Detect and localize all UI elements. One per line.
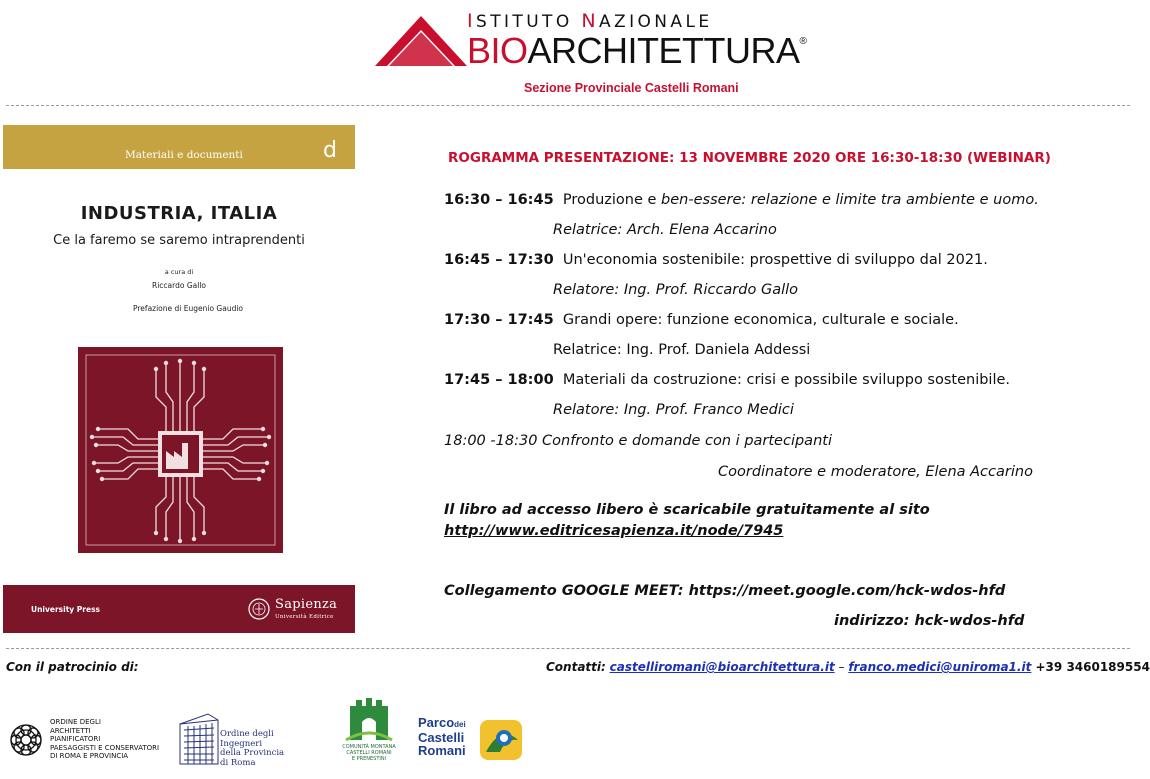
logo-parco-castelli-romani [418, 714, 528, 764]
program-item [444, 372, 1010, 388]
program-time: 17:30 – 17:45 [444, 312, 554, 328]
email-link-medici[interactable]: franco.medici@uniroma1.it [848, 660, 1032, 674]
program-title: Grandi opere: funzione economica, culturale e sociale. [562, 312, 959, 328]
bioarchitettura-logo [375, 10, 807, 72]
cover-series-band [3, 125, 355, 169]
cover-publisher-name: Sapienza [275, 597, 338, 612]
comunita-castle-icon [344, 692, 394, 744]
program-time: 16:45 – 17:30 [444, 252, 554, 268]
program-speaker: Relatore: Ing. Prof. Franco Medici [553, 402, 794, 418]
program-time: 16:30 – 16:45 [444, 192, 554, 208]
book-url-link[interactable]: http://www.editricesapienza.it/node/7945 [444, 523, 784, 539]
cover-publisher-band [3, 585, 355, 633]
program-title-italic: ben-essere: relazione e limite tra ambiente e uomo. [656, 192, 1039, 208]
roof-icon [375, 12, 467, 68]
circuit-factory-icon [78, 347, 283, 553]
book-cover [3, 125, 355, 633]
program-speaker: Relatrice: Ing. Prof. Daniela Addessi [553, 342, 811, 358]
program-item [444, 312, 959, 328]
comunita-text: COMUNITÀ MONTANA CASTELLI ROMANI E PRENESTINI [342, 744, 396, 762]
logo-comunita-montana [336, 692, 402, 770]
cover-editor: Riccardo Gallo [152, 281, 206, 290]
patronage-label: Con il patrocinio di: [6, 660, 139, 674]
architetti-text: ORDINE DEGLI ARCHITETTI PIANIFICATORI PAESAGGISTI E CONSERVATORI DI ROMA E PROVINCIA [50, 718, 160, 760]
divider-bottom [6, 648, 1130, 649]
cover-preface: Prefazione di Eugenio Gaudio [133, 304, 244, 313]
cover-publisher-sub: Università Editrice [275, 614, 334, 620]
contacts-separator: – [834, 660, 849, 674]
program-coordinator: Coordinatore e moderatore, Elena Accarino [718, 464, 1033, 480]
contacts-phone: +39 3460189554 [1031, 660, 1150, 674]
architetti-mandala-icon [8, 720, 44, 760]
cover-subtitle: Ce la faremo se saremo intraprendenti [53, 233, 305, 248]
section-subtitle: Sezione Provinciale Castelli Romani [524, 81, 739, 95]
program-speaker: Relatore: Ing. Prof. Riccardo Gallo [553, 282, 799, 298]
meet-link[interactable]: Collegamento GOOGLE MEET: https://meet.google.com/hck-wdos-hfd [444, 583, 1006, 599]
parco-emblem-icon [478, 718, 524, 762]
cover-series-glyph: d [323, 138, 337, 163]
ingegneri-building-icon [178, 710, 220, 766]
email-link-castelliromani[interactable]: castelliromani@bioarchitettura.it [609, 660, 835, 674]
cover-a-cura-di: a cura di [164, 268, 194, 276]
ingegneri-text: Ordine degli Ingegneri della Provincia di Roma [220, 729, 285, 768]
program-title: Materiali da costruzione: crisi e possibile sviluppo sostenibile. [562, 372, 1011, 388]
cover-series-label: Materiali e documenti [125, 149, 243, 161]
program-final-item: 18:00 -18:30 Confronto e domande con i partecipanti [444, 433, 832, 449]
program-item [444, 252, 988, 268]
program-time: 17:45 – 18:00 [444, 372, 554, 388]
logo-line1: ISTITUTO NAZIONALE [467, 10, 713, 32]
contacts-label: Contatti: [546, 660, 606, 674]
meet-address: indirizzo: hck-wdos-hfd [834, 613, 1025, 629]
cover-title: INDUSTRIA, ITALIA [80, 203, 278, 224]
program-item [444, 192, 1039, 208]
sapienza-seal-icon [248, 597, 270, 621]
book-note: Il libro ad accesso libero è scaricabile gratuitamente al sito [444, 502, 930, 518]
logo-ordine-architetti [8, 718, 168, 768]
cover-publisher-label: University Press [31, 605, 101, 614]
program-heading: ROGRAMMA PRESENTAZIONE: 13 NOVEMBRE 2020 ORE 16:30-18:30 (WEBINAR) [448, 150, 1051, 166]
program-speaker: Relatrice: Arch. Elena Accarino [553, 222, 777, 238]
program-title: Produzione e [562, 192, 657, 208]
program-title: Un'economia sostenibile: prospettive di sviluppo dal 2021. [562, 252, 988, 268]
logo-line2: BIOARCHITETTURA® [467, 30, 807, 71]
divider-top [6, 105, 1130, 106]
parco-text: Parcodei Castelli Romani [418, 715, 466, 758]
logo-ordine-ingegneri [178, 708, 318, 768]
contacts [546, 660, 1150, 674]
